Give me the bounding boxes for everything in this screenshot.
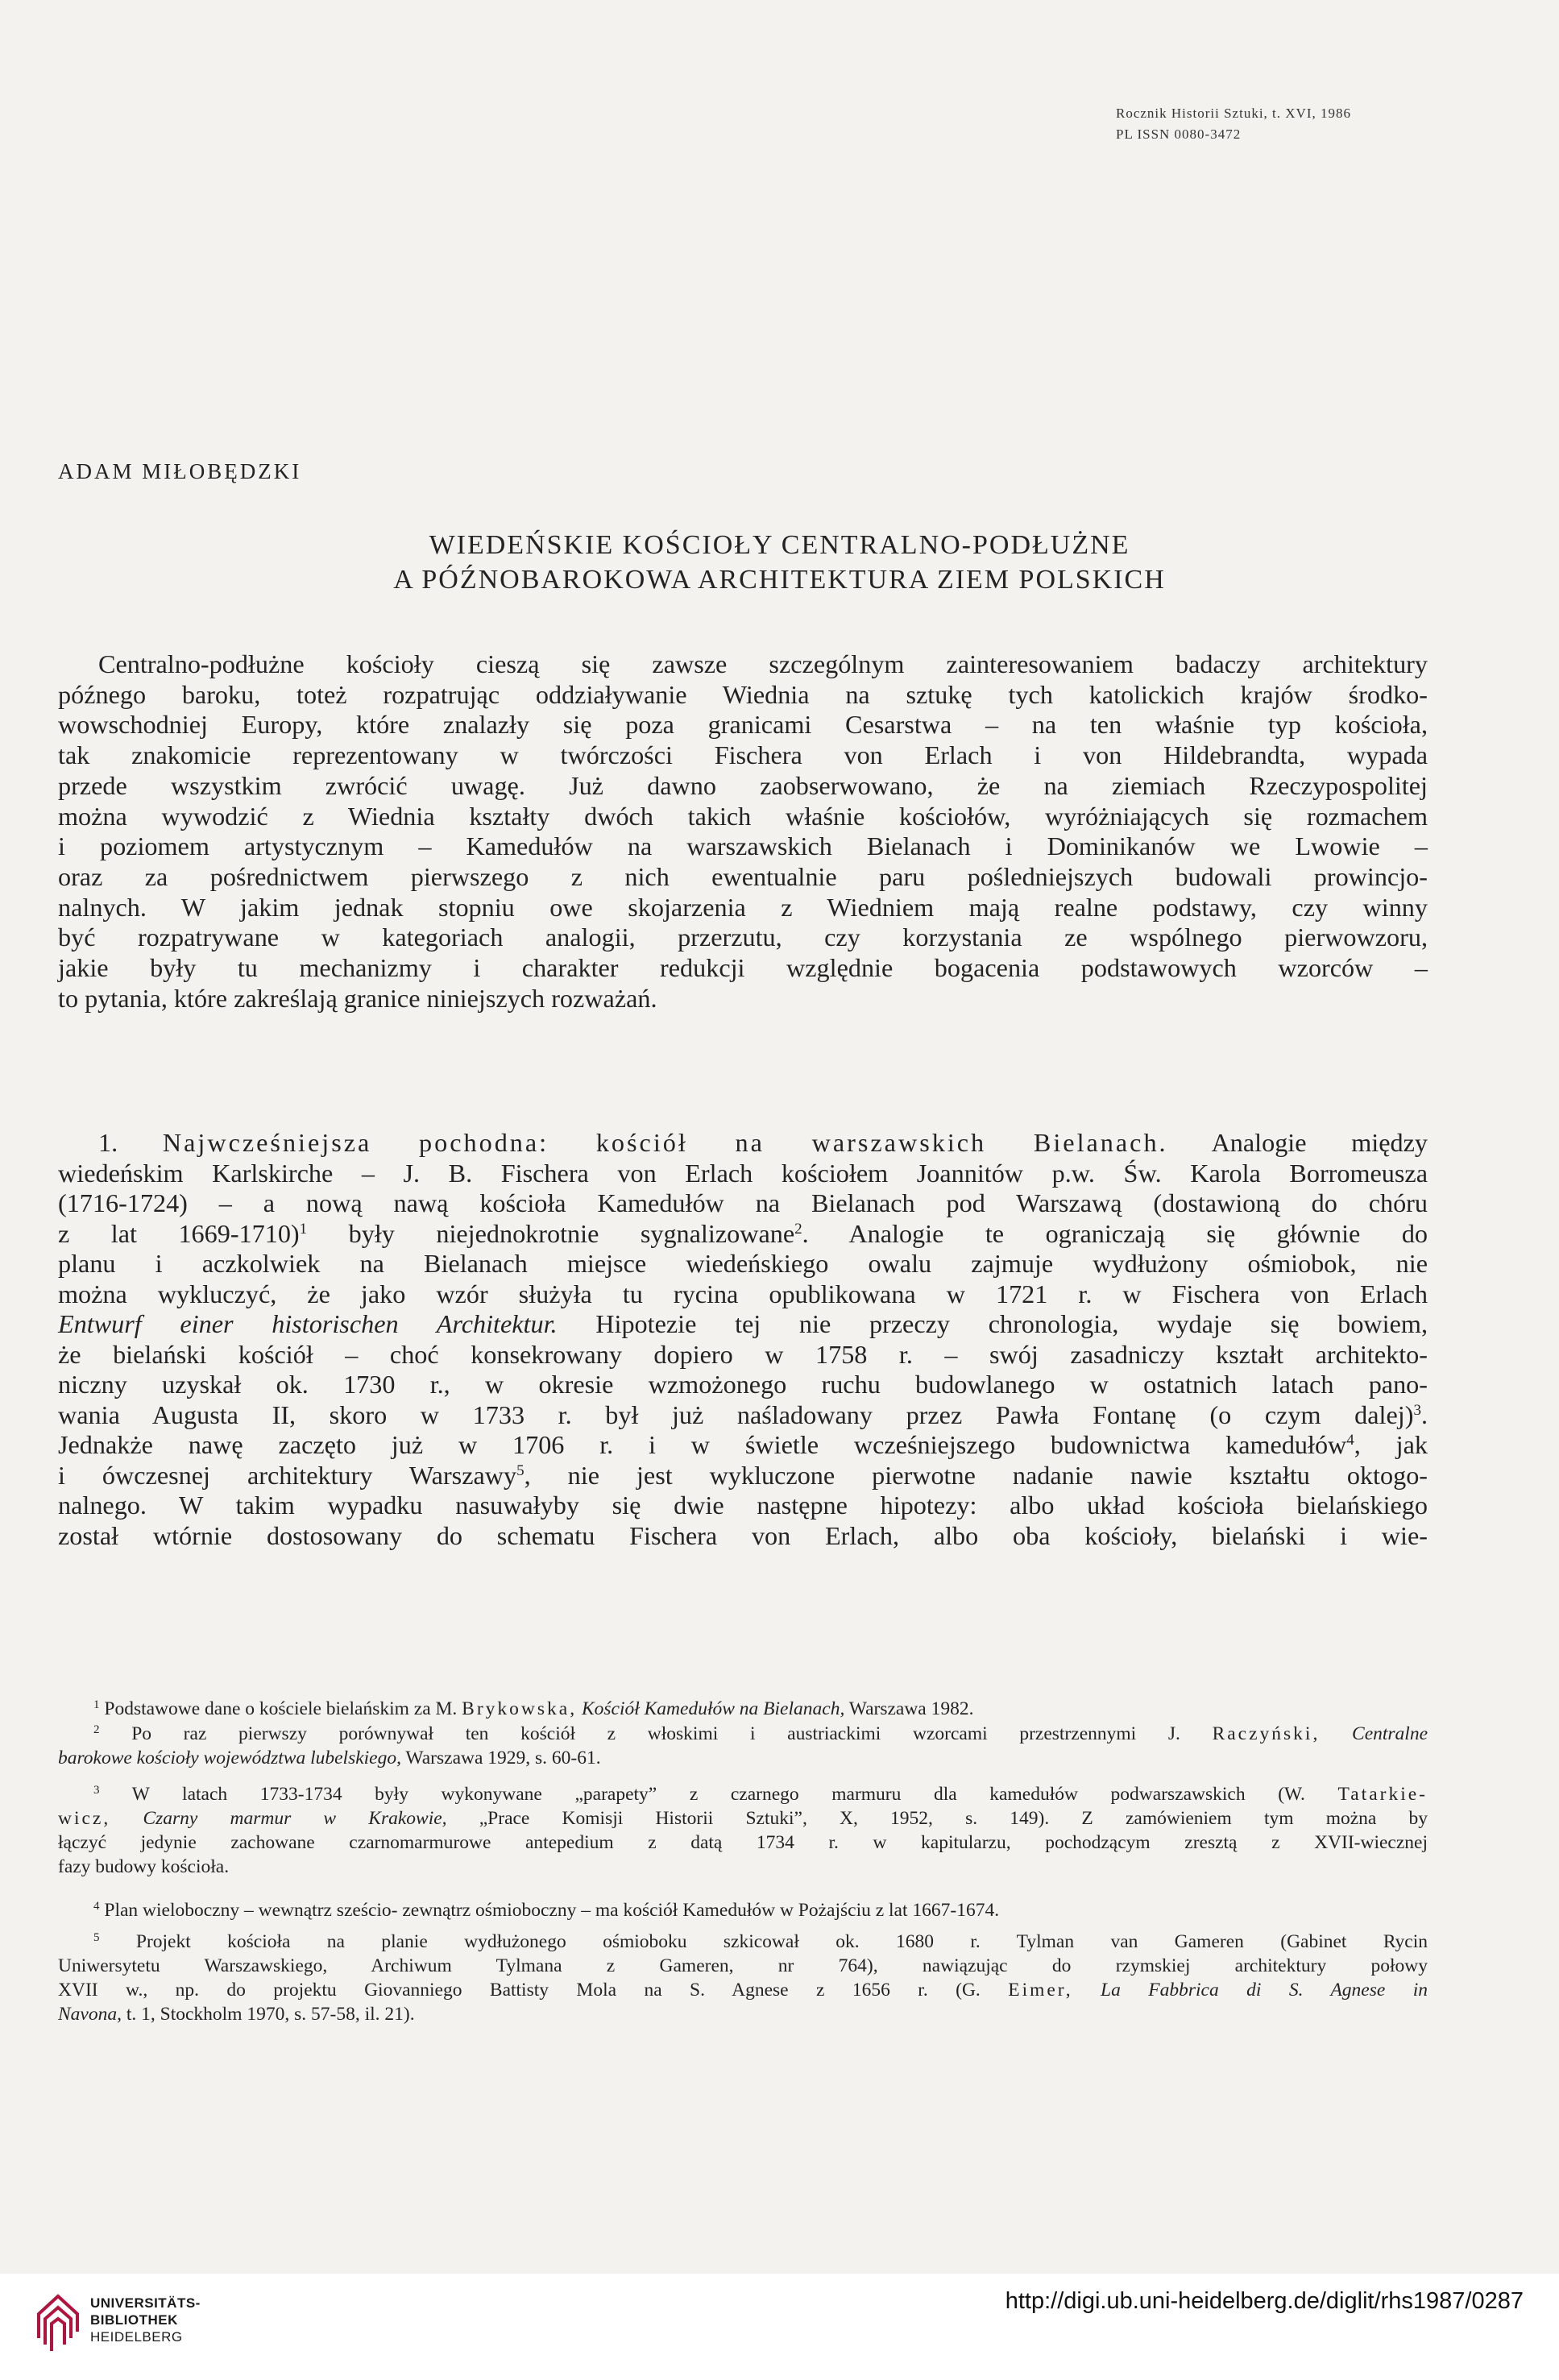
footnote-line [58, 1806, 1428, 1831]
text-fragment: Plan wieloboczny – wewnątrz sześcio- zewnątrz ośmioboczny – ma kościół Kamedułów w Pożajściu z lat 1667-1674. [104, 1900, 1000, 1921]
footnote-line: Uniwersytetu Warszawskiego, Archiwum Tylmana z Gameren, nr 764), nawiązując do rzymskiej architektury połowy [58, 1955, 1428, 1976]
library-name [90, 2295, 201, 2345]
text-fragment: z lat 1669-1710) [58, 1218, 300, 1248]
text-fragment: Warszawa 1982. [844, 1698, 974, 1719]
text-line: wowschodniej Europy, które znalazły się poza granicami Cesarstwa – na ten właśnie typ kościoła, [58, 710, 1428, 740]
intro-paragraph [58, 649, 1428, 1014]
footnote-number: 4 [93, 1900, 100, 1913]
cited-author: Brykowska, [462, 1698, 578, 1719]
text-fragment: XVII w., np. do projektu Giovanniego Battisty Mola na S. Agnese z 1656 r. (G. [58, 1980, 1009, 2001]
book-title: Kościół Kamedułów na Bielanach, [581, 1698, 845, 1719]
section-1-paragraph [58, 1128, 1428, 1551]
text-line [58, 1461, 1428, 1491]
text-line: (1716-1724) – a nową nawą kościoła Kamedułów na Bielanach pod Warszawą (dostawioną do chóru [58, 1188, 1428, 1217]
text-line: można wykluczyć, że jako wzór służyła tu rycina opublikowana w 1721 r. w Fischera von Erlach [58, 1279, 1428, 1308]
text-fragment: były niejednokrotnie sygnalizowane [307, 1218, 795, 1248]
footnote-line [58, 1930, 1428, 1954]
text-fragment: . [1420, 1399, 1428, 1429]
footnote-ref-4[interactable]: 4 [1346, 1432, 1354, 1449]
section-heading-line [58, 1128, 1428, 1159]
cited-author: Eimer, [1008, 1980, 1073, 2001]
text-line: można wywodzić z Wiednia kształty dwóch takich właśnie kościołów, wyróżniających się rozmachem [58, 801, 1428, 831]
library-name-line-3: HEIDELBERG [90, 2329, 183, 2345]
footnote-ref-2[interactable]: 2 [794, 1220, 802, 1238]
footnote-number: 5 [93, 1931, 100, 1944]
permalink-url[interactable]: http://digi.ub.uni-heidelberg.de/diglit/rhs1987/0287 [1005, 2288, 1524, 2314]
journal-issn: PL ISSN 0080-3472 [1116, 126, 1242, 142]
cited-author: Raczyński, [1212, 1723, 1321, 1744]
text-line: został wtórnie dostosowany do schematu Fischera von Erlach, albo oba kościoły, bielański i wie- [58, 1520, 1428, 1550]
text-fragment: i ówczesnej architektury Warszawy [58, 1460, 517, 1490]
footnote-line: fazy budowy kościoła. [58, 1856, 230, 1877]
footnote-2 [58, 1722, 1428, 1770]
text-line: planu i aczkolwiek na Bielanach miejsce wiedeńskiego owalu zajmuje wydłużony ośmiobok, nie [58, 1249, 1428, 1278]
text-line: że bielański kościół – choć konsekrowany dopiero w 1758 r. – swój zasadniczy kształt architekto- [58, 1339, 1428, 1369]
footnote-1 [58, 1697, 1428, 1721]
text-line [58, 1400, 1428, 1431]
footnote-5 [58, 1930, 1428, 2026]
text-line: jakie były tu mechanizmy i charakter redukcji względnie bogacenia podstawowych wzorców – [58, 953, 1428, 983]
text-line: późnego baroku, toteż rozpatrując oddziaływanie Wiednia na sztukę tych katolickich krajów środko- [58, 679, 1428, 709]
text-line [58, 1430, 1428, 1461]
book-title: La Fabbrica di S. Agnese in [1101, 1980, 1428, 2001]
footnote-line [58, 1697, 1428, 1721]
text-fragment: , jak [1354, 1430, 1428, 1459]
footnote-ref-5[interactable]: 5 [516, 1462, 525, 1479]
cited-author: wicz, [58, 1808, 111, 1829]
text-fragment: „Prace Komisji Historii Sztuki”, X, 1952, s. 149). Z zamówieniem tym można by [446, 1808, 1428, 1829]
footnote-line: łączyć jedynie zachowane czarnomarmurowe antepedium z datą 1734 r. w kapitularzu, pochodzącym zresztą z XVII-wiecznej [58, 1832, 1428, 1853]
text-line: to pytania, które zakreślają granice niniejszych rozważań. [58, 983, 657, 1013]
article-title [0, 528, 1559, 597]
text-line: nalnego. W takim wypadku nasuwałyby się dwie następne hipotezy: albo układ kościoła bielańskiego [58, 1491, 1428, 1520]
text-fragment: W latach 1733-1734 były wykonywane „parapety” z czarnego marmuru dla kamedułów podwarszawskich (W. [131, 1784, 1338, 1805]
text-line: niczny uzyskał ok. 1730 r., w okresie wzmożonego ruchu budowlanego w ostatnich latach pano- [58, 1370, 1428, 1399]
text-line [58, 1309, 1428, 1340]
library-name-line-1: UNIVERSITÄTS- [90, 2295, 201, 2311]
book-title: Centralne [1352, 1723, 1428, 1744]
book-title: Navona, [58, 2004, 122, 2025]
footnote-number: 1 [93, 1698, 100, 1711]
text-line: tak znakomicie reprezentowany w twórczości Fischera von Erlach i von Hildebrandta, wypada [58, 740, 1428, 770]
text-line: i poziomem artystycznym – Kamedułów na warszawskich Bielanach i Dominikanów we Lwowie – [58, 831, 1428, 861]
text-line [58, 1219, 1428, 1250]
text-fragment: wania Augusta II, skoro w 1733 r. był już naśladowany przez Pawła Fontanę (o czym dalej) [58, 1399, 1414, 1429]
footnote-line [58, 2002, 1428, 2026]
footnote-line [58, 1746, 1428, 1770]
text-fragment: Podstawowe dane o kościele bielańskim za M. [104, 1698, 462, 1719]
section-heading: Najwcześniejsza pochodna: kościół na warszawskich Bielanach. [162, 1128, 1168, 1157]
text-fragment: Hipotezie tej nie przeczy chronologia, wydaje się bowiem, [557, 1309, 1428, 1338]
text-line: Centralno-podłużne kościoły cieszą się zawsze szczególnym zainteresowaniem badaczy architektury [98, 649, 1428, 678]
text-fragment: Jednakże nawę zaczęto już w 1706 r. i w świetle wcześniejszego budownictwa kamedułów [58, 1430, 1347, 1459]
title-line-1: WIEDEŃSKIE KOŚCIOŁY CENTRALNO-PODŁUŻNE [429, 530, 1130, 560]
footnote-line [58, 1898, 1428, 1922]
text-line: wiedeńskim Karlskirche – J. B. Fischera von Erlach kościołem Joannitów p.w. Św. Karola Borromeusza [58, 1158, 1428, 1188]
footnote-4 [58, 1898, 1428, 1922]
text-line: przede wszystkim zwrócić uwagę. Już dawno zaobserwowano, że na ziemiach Rzeczypospolitej [58, 770, 1428, 800]
footnote-ref-3[interactable]: 3 [1413, 1401, 1421, 1419]
cited-author: Tatarkie- [1337, 1784, 1428, 1805]
footnote-ref-1[interactable]: 1 [299, 1220, 308, 1238]
text-line: oraz za pośrednictwem pierwszego z nich ewentualnie paru pośledniejszych budowali prowincjo- [58, 861, 1428, 891]
library-name-line-2: BIBLIOTHEK [90, 2312, 178, 2328]
book-title: barokowe kościoły województwa lubelskiego, [58, 1748, 401, 1768]
book-title: Entwurf einer historischen Architektur. [58, 1309, 558, 1338]
text-line: nalnych. W jakim jednak stopniu owe skojarzenia z Wiedniem mają realne podstawy, czy winny [58, 892, 1428, 922]
section-number: 1. [98, 1128, 118, 1157]
journal-citation: Rocznik Historii Sztuki, t. XVI, 1986 [1116, 106, 1351, 121]
text-line: być rozpatrywane w kategoriach analogii, przerzutu, czy korzystania ze wspólnego pierwowzoru, [58, 923, 1428, 952]
footnote-line [58, 1978, 1428, 2002]
footnote-number: 2 [93, 1723, 100, 1736]
text-fragment: Po raz pierwszy porównywał ten kościół z włoskimi i austriackimi wzorcami przestrzennymi J. [131, 1723, 1213, 1744]
footnote-line [58, 1782, 1428, 1806]
library-logo-icon [34, 2282, 82, 2362]
journal-header [1116, 103, 1351, 145]
footnote-line [58, 1722, 1428, 1746]
text-fragment: . Analogie te ograniczają się głównie do [802, 1218, 1428, 1248]
text-fragment: Projekt kościoła na planie wydłużonego ośmioboku szkicował ok. 1680 r. Tylman van Gameren (Gabinet Rycin [135, 1931, 1428, 1952]
author-name: ADAM MIŁOBĘDZKI [58, 459, 302, 483]
text-fragment: , nie jest wykluczone pierwotne nadanie nawie kształtu oktogo- [524, 1460, 1428, 1490]
footnote-number: 3 [93, 1784, 100, 1797]
text-fragment: Warszawa 1929, s. 60-61. [400, 1748, 601, 1768]
footnote-3 [58, 1782, 1428, 1879]
text-fragment: Analogie między [1211, 1128, 1428, 1157]
title-line-2: A PÓŹNOBAROKOWA ARCHITEKTURA ZIEM POLSKICH [393, 565, 1166, 595]
text-fragment: t. 1, Stockholm 1970, s. 57-58, il. 21). [121, 2004, 415, 2025]
book-title: Czarny marmur w Krakowie, [143, 1808, 447, 1829]
